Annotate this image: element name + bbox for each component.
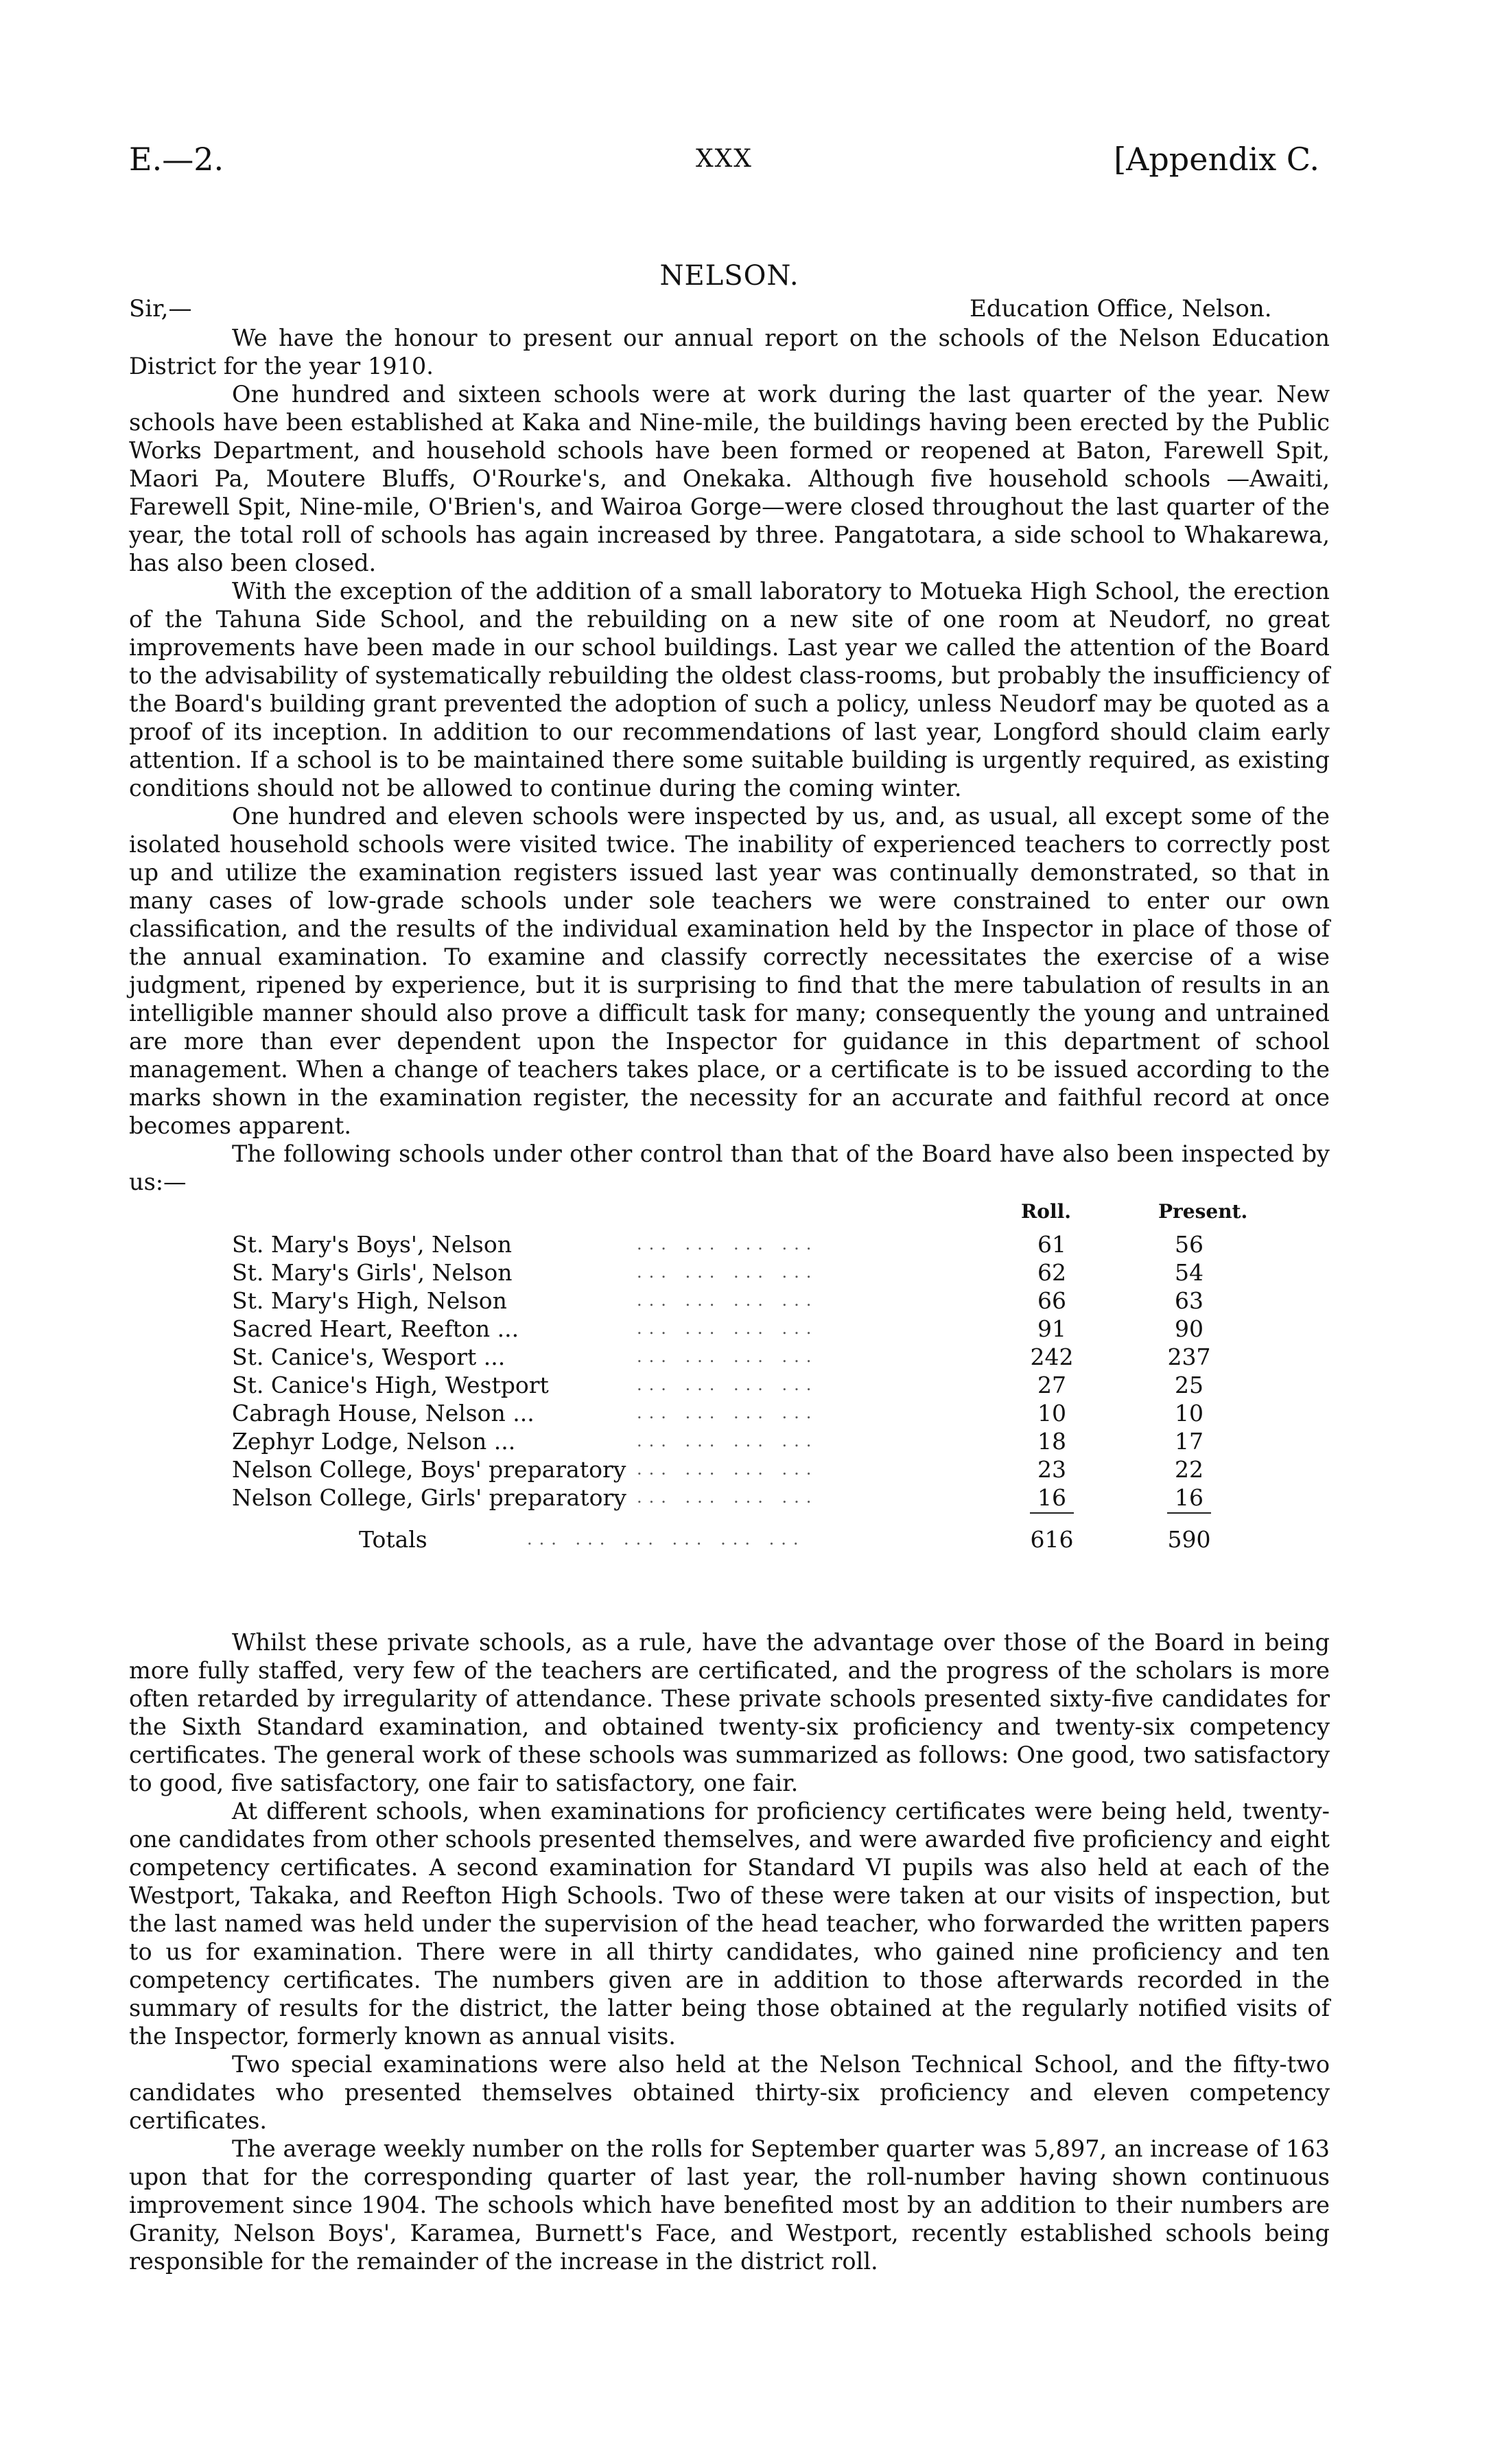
present-value: 25 [1175, 1372, 1204, 1398]
leader-dots: ... ... ... ... [637, 1488, 819, 1507]
letterhead-address: Education Office, Nelson. [970, 295, 1272, 322]
paragraph: The average weekly number on the rolls for September quarter was 5,897, an increase of 163 upon that for the corresponding quarter of last year, the roll-number having shown continuous improvement since 1904. The schools which have benefited most by an addition to their numbers are Granity, Nelson Boys', Karamea, Burnett's Face, and Westport, recently established schools being responsible for the remainder of the increase in the district roll. [129, 2135, 1330, 2275]
totals-label: Totals [359, 1526, 427, 1553]
roll-value: 18 [1037, 1428, 1066, 1455]
section-title: NELSON. [659, 260, 799, 292]
leader-dots: ... ... ... ... [637, 1291, 819, 1310]
school-name: Nelson College, Girls' preparatory [232, 1484, 626, 1511]
table-row [129, 1287, 1330, 1315]
school-name: Sacred Heart, Reefton ... [232, 1315, 519, 1342]
table-row [129, 1343, 1330, 1371]
table-row [129, 1455, 1330, 1483]
report-body [129, 261, 1330, 2275]
school-name: St. Mary's Boys', Nelson [232, 1231, 512, 1258]
present-value: 17 [1175, 1428, 1204, 1455]
leader-dots: ... ... ... ... [637, 1375, 819, 1394]
present-value: 90 [1175, 1315, 1204, 1342]
present-value: 63 [1175, 1287, 1204, 1314]
roll-value: 16 [1037, 1484, 1066, 1511]
totals-roll: 616 [1030, 1526, 1074, 1553]
roll-value: 10 [1037, 1400, 1066, 1427]
leader-dots: ... ... ... ... [637, 1234, 819, 1254]
salutation-line [129, 294, 1330, 324]
leader-dots: ... ... ... ... [637, 1263, 819, 1282]
school-name: St. Mary's High, Nelson [232, 1287, 507, 1314]
paragraph: The following schools under other control than that of the Board have also been inspected by us:— [129, 1140, 1330, 1195]
school-name: Nelson College, Boys' preparatory [232, 1456, 626, 1483]
leader-dots: ... ... ... ... [637, 1319, 819, 1338]
roll-value: 242 [1030, 1344, 1074, 1370]
roll-value: 91 [1037, 1315, 1066, 1342]
totals-row [129, 1525, 1330, 1553]
running-header [129, 141, 1319, 182]
paragraph: One hundred and sixteen schools were at work during the last quarter of the year. New schools have been established at Kaka and Nine-mile, the buildings having been erected by the Public Works Department, and household schools have been formed or reopened at Baton, Farewell Spit, Maori Pa, Moutere Bluffs, O'Rourke's, and Onekaka. Although five household schools —Awaiti, Farewell Spit, Nine-mile, O'Brien's, and Wairoa Gorge—were closed throughout the last quarter of the year, the total roll of schools has again increased by three. Pangatotara, a side school to Whakarewa, has also been closed. [129, 381, 1330, 576]
appendix-label: [Appendix C. [1114, 141, 1319, 178]
report-code: E.—2. [129, 141, 224, 178]
present-value: 237 [1167, 1344, 1211, 1370]
present-value: 54 [1175, 1259, 1204, 1286]
school-name: St. Canice's, Wesport ... [232, 1344, 506, 1370]
leader-dots: ... ... ... ... [637, 1403, 819, 1422]
leader-dots: ... ... ... ... [637, 1347, 819, 1366]
roll-total-rule [1030, 1512, 1074, 1514]
roll-value: 66 [1037, 1287, 1066, 1314]
roll-column-header: Roll. [1021, 1200, 1071, 1223]
totals-present: 590 [1167, 1526, 1211, 1553]
present-value: 56 [1175, 1231, 1204, 1258]
table-row [129, 1315, 1330, 1343]
roll-value: 27 [1037, 1372, 1066, 1398]
salutation: Sir,— [129, 295, 192, 322]
leader-dots: ... ... ... ... [637, 1431, 819, 1451]
paragraph: We have the honour to present our annual report on the schools of the Nelson Education District for the year 1910. [129, 325, 1330, 379]
paragraph: With the exception of the addition of a small laboratory to Motueka High School, the erection of the Tahuna Side School, and the rebuilding on a new site of one room at Neudorf, no great improvements have been made in our school buildings. Last year we called the attention of the Board to the advisability of systematically rebuilding the oldest class-rooms, but probably the insufficiency of the Board's building grant prevented the adoption of such a policy, unless Neudorf may be quoted as a proof of its inception. In addition to our recommendations of last year, Longford should claim early attention. If a school is to be maintained there some suitable building is urgently required, as existing conditions should not be allowed to continue during the coming winter. [129, 578, 1330, 801]
page-number: XXX [696, 145, 753, 173]
table-row [129, 1258, 1330, 1287]
paragraph: Two special examinations were also held at the Nelson Technical School, and the fifty-two candidates who presented themselves obtained thirty-six proficiency and eleven competency certificates. [129, 2051, 1330, 2134]
paragraph: One hundred and eleven schools were inspected by us, and, as usual, all except some of the isolated household schools were visited twice. The inability of experienced teachers to correctly post up and utilize the examination registers issued last year was continually demonstrated, so that in many cases of low-grade schools under sole teachers we were constrained to enter our own classification, and the results of the individual examination held by the Inspector in place of those of the annual examination. To examine and classify correctly necessitates the exercise of a wise judgment, ripened by experience, but it is surprising to find that the mere tabulation of results in an intelligible manner should also prove a difficult task for many; consequently the young and untrained are more than ever dependent upon the Inspector for guidance in this department of school management. When a change of teachers takes place, or a certificate is to be issued according to the marks shown in the examination register, the necessity for an accurate and faithful record at once becomes apparent. [129, 803, 1330, 1139]
private-schools-table [129, 1196, 1330, 1628]
present-value: 22 [1175, 1456, 1204, 1483]
school-name: St. Canice's High, Westport [232, 1372, 549, 1398]
table-row [129, 1371, 1330, 1399]
roll-value: 62 [1037, 1259, 1066, 1286]
table-rows [129, 1230, 1330, 1512]
present-total-rule [1167, 1512, 1211, 1514]
table-row [129, 1230, 1330, 1258]
table-row [129, 1427, 1330, 1455]
table-row [129, 1399, 1330, 1427]
present-value: 10 [1175, 1400, 1204, 1427]
present-column-header: Present. [1158, 1200, 1248, 1223]
school-name: Cabragh House, Nelson ... [232, 1400, 535, 1427]
present-value: 16 [1175, 1484, 1204, 1511]
roll-value: 23 [1037, 1456, 1066, 1483]
leader-dots: ... ... ... ... [637, 1459, 819, 1479]
school-name: St. Mary's Girls', Nelson [232, 1259, 513, 1286]
paragraph: Whilst these private schools, as a rule, have the advantage over those of the Board in being more fully staffed, very few of the teachers are certificated, and the progress of the scholars is more often retarded by irregularity of attendance. These private schools presented sixty-five candidates for the Sixth Standard examination, and obtained twenty-six proficiency and twenty-six competency certificates. The general work of these schools was summarized as follows: One good, two satisfactory to good, five satisfactory, one fair to satisfactory, one fair. [129, 1629, 1330, 1796]
roll-value: 61 [1037, 1231, 1066, 1258]
school-name: Zephyr Lodge, Nelson ... [232, 1428, 516, 1455]
leader-dots: ... ... ... ... ... ... [527, 1529, 806, 1549]
paragraph: At different schools, when examinations for proficiency certificates were being held, twenty-one candidates from other schools presented themselves, and were awarded five proficiency and eight competency certificates. A second examination for Standard VI pupils was also held at each of the Westport, Takaka, and Reefton High Schools. Two of these were taken at our visits of inspection, but the last named was held under the supervision of the head teacher, who forwarded the written papers to us for examination. There were in all thirty candidates, who gained nine proficiency and ten competency certificates. The numbers given are in addition to those afterwards recorded in the summary of results for the district, the latter being those obtained at the regularly notified visits of the Inspector, formerly known as annual visits. [129, 1798, 1330, 2050]
table-row [129, 1483, 1330, 1512]
